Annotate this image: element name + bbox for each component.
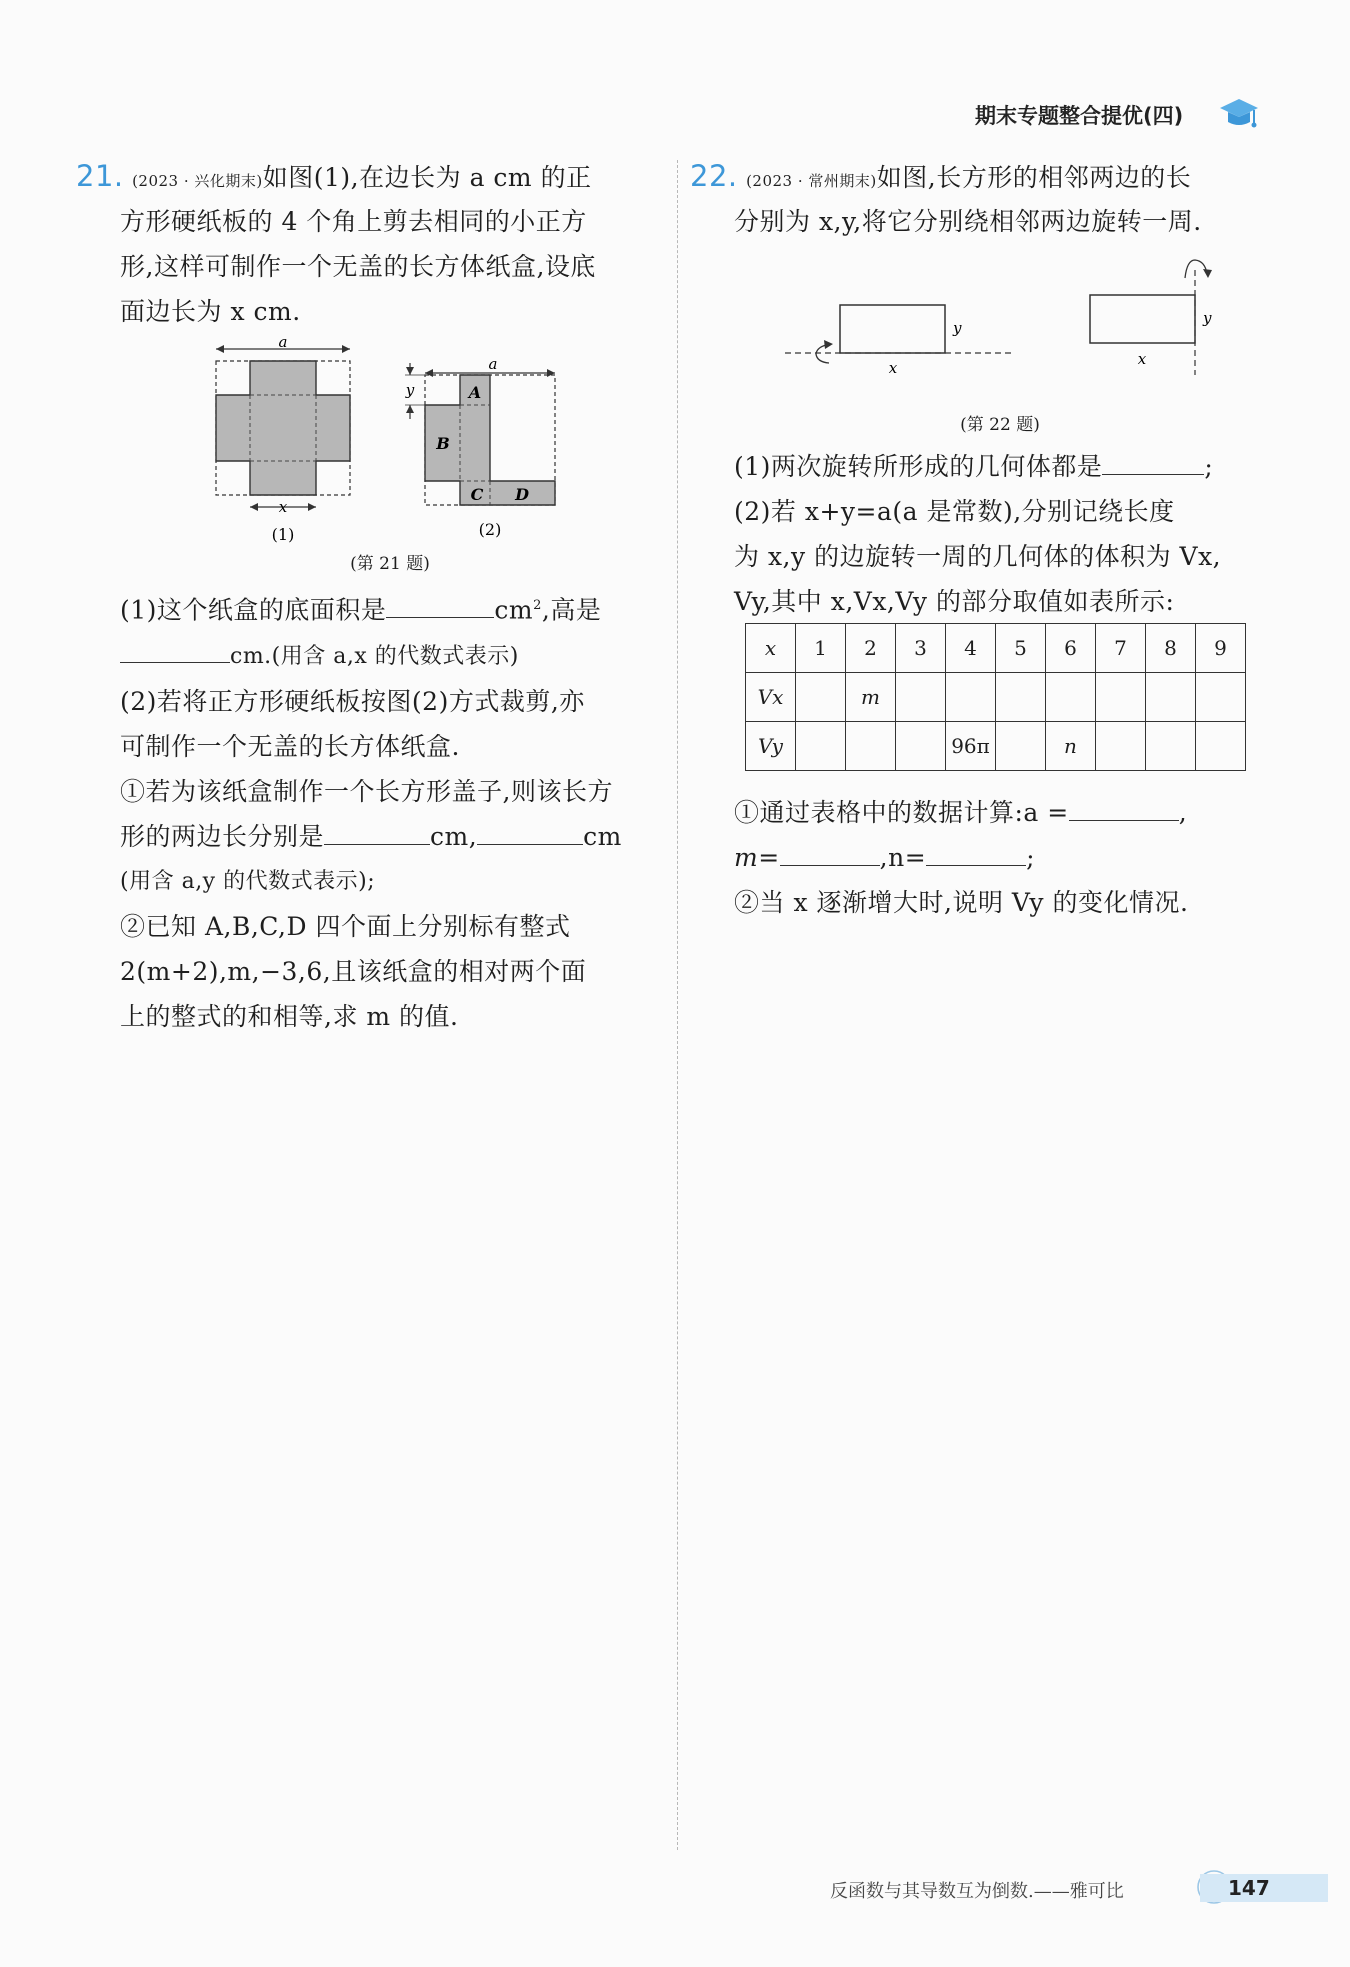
- table-cell: 7: [1096, 624, 1146, 673]
- answer-blank[interactable]: [120, 642, 230, 663]
- face-label: B: [436, 434, 450, 453]
- part-1: [734, 444, 1279, 489]
- answer-blank[interactable]: [324, 824, 430, 845]
- face-label: C: [470, 485, 484, 504]
- footer-quote: 反函数与其导数互为倒数.——雅可比: [830, 1881, 1124, 1902]
- part-text: cm: [494, 595, 534, 625]
- answer-blank[interactable]: [926, 845, 1026, 866]
- part-text: ①通过表格中的数据计算:a =: [734, 798, 1069, 827]
- table-cell: n: [1046, 722, 1096, 771]
- question-22-subparts: [734, 790, 1279, 925]
- figure-label: y: [953, 319, 962, 337]
- question-number: 21.: [76, 159, 124, 193]
- part-text: (1)两次旋转所形成的几何体都是: [734, 452, 1103, 481]
- table-header-cell: Vx: [746, 673, 796, 722]
- part-2-line: 可制作一个无盖的长方体纸盒.: [120, 732, 460, 762]
- table-cell: [946, 673, 996, 722]
- question-22: [690, 154, 1280, 244]
- part-text: m=: [734, 843, 780, 872]
- answer-blank[interactable]: [780, 845, 880, 866]
- figure-21: [200, 335, 580, 550]
- part-2-line: 为 x,y 的边旋转一周的几何体的体积为 Vx,: [734, 542, 1222, 571]
- table-header-cell: Vy: [746, 722, 796, 771]
- figure-21-1: [216, 335, 350, 544]
- table-cell: m: [846, 673, 896, 722]
- part-2-sub-1-cont: [120, 814, 665, 859]
- figure-label: x: [1137, 350, 1147, 368]
- part-2-line: (2)若将正方形硬纸板按图(2)方式裁剪,亦: [120, 687, 585, 717]
- question-stem-line: 面边长为 x cm.: [120, 297, 301, 326]
- table-cell: [1096, 722, 1146, 771]
- figure-22-right: [1090, 260, 1212, 375]
- table-cell: [996, 722, 1046, 771]
- table-cell: 4: [946, 624, 996, 673]
- answer-blank[interactable]: [477, 824, 583, 845]
- figure-label: x: [278, 498, 288, 516]
- part-2-sub-2-line: 2(m+2),m,−3,6,且该纸盒的相对两个面: [120, 957, 587, 987]
- question-stem-line: 方形硬纸板的 4 个角上剪去相同的小正方: [120, 207, 587, 236]
- face-label: D: [515, 485, 529, 504]
- values-table: [745, 623, 1246, 771]
- table-cell: 8: [1146, 624, 1196, 673]
- table-cell: [796, 722, 846, 771]
- question-source: (2023 · 兴化期末): [132, 172, 263, 190]
- part-1-cont: [120, 632, 665, 679]
- figure-label: x: [888, 359, 898, 377]
- table-cell: [996, 673, 1046, 722]
- table-cell: [846, 722, 896, 771]
- part-text: (1)这个纸盒的底面积是: [120, 595, 387, 625]
- answer-blank[interactable]: [386, 597, 494, 618]
- sub-1: [734, 790, 1279, 835]
- part-text: cm: [583, 822, 622, 852]
- question-21: [76, 154, 661, 334]
- part-2-line: (2)若 x+y=a(a 是常数),分别记绕长度: [734, 497, 1175, 526]
- question-stem-line: 如图(1),在边长为 a cm 的正: [262, 163, 592, 192]
- column-divider: [677, 160, 678, 1850]
- table-cell: 6: [1046, 624, 1096, 673]
- question-stem-line: 如图,长方形的相邻两边的长: [876, 163, 1192, 192]
- question-21-parts: [120, 583, 665, 1039]
- figure-22: [775, 250, 1235, 385]
- figure-label: a: [278, 335, 288, 351]
- table-cell: [896, 673, 946, 722]
- table-row: [746, 624, 1246, 673]
- page-number: 147: [1228, 1876, 1270, 1900]
- question-number: 22.: [690, 159, 738, 193]
- sub-1-cont: [734, 835, 1279, 880]
- figure-22-caption: (第 22 题): [960, 415, 1040, 435]
- part-text: cm,: [430, 822, 478, 852]
- table-header-cell: x: [746, 624, 796, 673]
- figure-label: y: [1203, 309, 1212, 327]
- table-cell: 3: [896, 624, 946, 673]
- part-text: ,高是: [541, 595, 602, 625]
- part-2-sub-1: ①若为该纸盒制作一个长方形盖子,则该长方: [120, 777, 613, 807]
- table-cell: [896, 722, 946, 771]
- figure-22-left: [785, 305, 1015, 377]
- table-cell: 5: [996, 624, 1046, 673]
- table-cell: [796, 673, 846, 722]
- part-text: 形的两边长分别是: [120, 822, 325, 852]
- part-2-sub-1-note: (用含 a,y 的代数式表示);: [120, 869, 376, 895]
- table-cell: 9: [1196, 624, 1246, 673]
- table-cell: [1096, 673, 1146, 722]
- question-22-parts: [734, 444, 1279, 624]
- table-cell: 1: [796, 624, 846, 673]
- face-label: A: [468, 383, 482, 402]
- table-cell: [1146, 722, 1196, 771]
- table-cell: [1196, 673, 1246, 722]
- part-2-sub-2-line: 上的整式的和相等,求 m 的值.: [120, 1002, 459, 1032]
- table-cell: [1046, 673, 1096, 722]
- part-2-sub-2-line: ②已知 A,B,C,D 四个面上分别标有整式: [120, 912, 571, 942]
- question-source: (2023 · 常州期末): [746, 172, 877, 190]
- part-text: cm.(用含 a,x 的代数式表示): [230, 644, 519, 670]
- part-text: ,: [1178, 798, 1188, 827]
- page-header-title: 期末专题整合提优(四): [975, 104, 1184, 128]
- part-1: [120, 583, 665, 632]
- question-stem-line: 分别为 x,y,将它分别绕相邻两边旋转一周.: [734, 207, 1202, 236]
- graduation-cap-icon: [1218, 94, 1260, 132]
- figure-caption: (2): [478, 520, 502, 539]
- figure-label: y: [405, 381, 415, 399]
- part-2-line: Vy,其中 x,Vx,Vy 的部分取值如表所示:: [734, 587, 1175, 616]
- part-text: ;: [1026, 843, 1036, 872]
- figure-21-2: [405, 355, 555, 539]
- question-stem-line: 形,这样可制作一个无盖的长方体纸盒,设底: [120, 252, 596, 281]
- figure-21-caption: (第 21 题): [350, 554, 430, 574]
- superscript: 2: [533, 598, 542, 613]
- figure-caption: (1): [271, 525, 295, 544]
- table-cell: 2: [846, 624, 896, 673]
- sub-2: ②当 x 逐渐增大时,说明 Vy 的变化情况.: [734, 888, 1189, 917]
- answer-blank[interactable]: [1069, 800, 1179, 821]
- table-cell: [1196, 722, 1246, 771]
- figure-label: a: [488, 355, 498, 373]
- part-text: ,n=: [879, 843, 927, 872]
- answer-blank[interactable]: [1102, 454, 1204, 475]
- part-text: ;: [1204, 452, 1214, 481]
- table-row: [746, 673, 1246, 722]
- table-cell: 96π: [946, 722, 996, 771]
- table-row: [746, 722, 1246, 771]
- table-cell: [1146, 673, 1196, 722]
